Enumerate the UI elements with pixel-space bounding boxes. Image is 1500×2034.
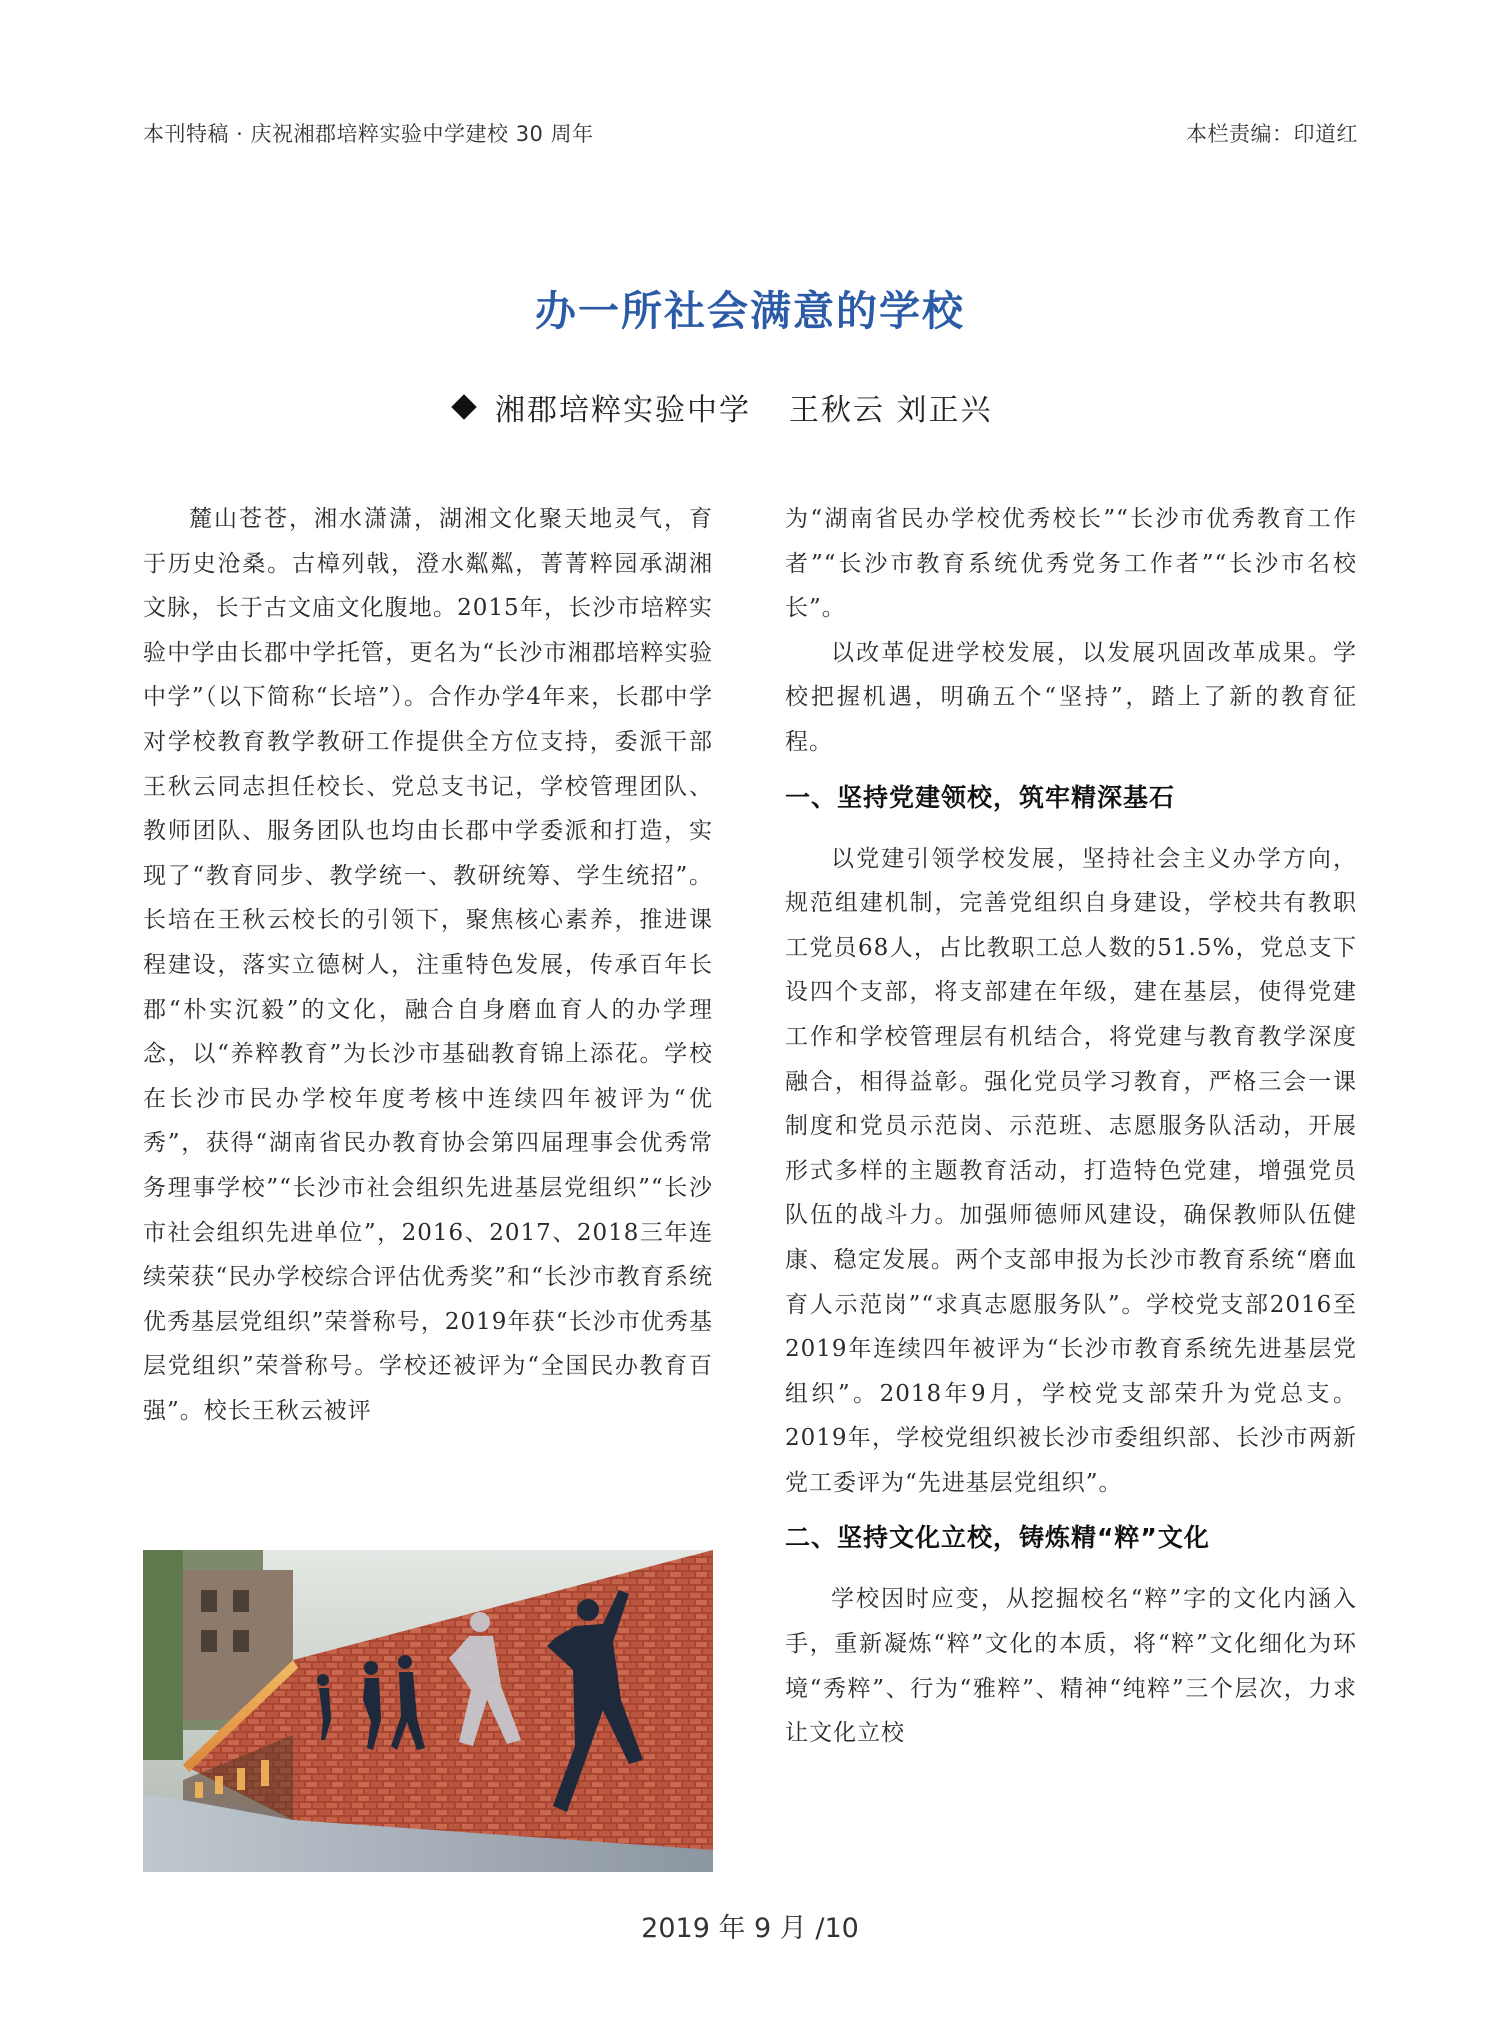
byline bbox=[455, 385, 993, 429]
running-header-left: 本刊特稿 · 庆祝湘郡培粹实验中学建校 30 周年 bbox=[143, 122, 594, 146]
left-column bbox=[143, 497, 713, 1433]
byline-school: 湘郡培粹实验中学 bbox=[495, 393, 751, 428]
brick-wall-image bbox=[143, 1550, 713, 1872]
page-footer: 2019 年 9 月 /10 bbox=[641, 1913, 859, 1944]
byline-authors: 王秋云 刘正兴 bbox=[789, 393, 993, 428]
article-title: 办一所社会满意的学校 bbox=[535, 287, 965, 335]
campus-wall-photo bbox=[143, 1550, 713, 1872]
paragraph: 以改革促进学校发展，以发展巩固改革成果。学校把握机遇，明确五个“坚持”，踏上了新的教育征程。 bbox=[785, 639, 1357, 755]
diamond-bullet-icon bbox=[451, 394, 476, 419]
paragraph: 以党建引领学校发展，坚持社会主义办学方向，规范组建机制，完善党组织自身建设，学校共有教职工党员68人，占比教职工总人数的51.5%，党总支下设四个支部，将支部建在年级，建在基层，使得党建工作和学校管理层有机结合，将党建与教育教学深度融合，相得益彰。强化党员学习教育，严格三会一课制度和党员示范岗、示范班、志愿服务队活动，开展形式多样的主题教育活动，打造特色党建，增强党员队伍的战斗力。加强师德师风建设，确保教师队伍健康、稳定发展。两个支部申报为长沙市教育系统“磨血育人示范岗”“求真志愿服务队”。学校党支部2016至2019年连续四年被评为“长沙市教育系统先进基层党组织”。2018年9月，学校党支部荣升为党总支。2019年，学校党组织被长沙市委组织部、长沙市两新党工委评为“先进基层党组织”。 bbox=[785, 845, 1357, 1496]
paragraph: 麓山苍苍，湘水潇潇，湖湘文化聚天地灵气，育于历史沧桑。古樟列戟，澄水粼粼，菁菁粹园承湖湘文脉，长于古文庙文化腹地。2015年，长沙市培粹实验中学由长郡中学托管，更名为“长沙市湘郡培粹实验中学”（以下简称“长培”）。合作办学4年来，长郡中学对学校教育教学教研工作提供全方位支持，委派干部王秋云同志担任校长、党总支书记，学校管理团队、教师团队、服务团队也均由长郡中学委派和打造，实现了“教育同步、教学统一、教研统筹、学生统招”。长培在王秋云校长的引领下，聚焦核心素养，推进课程建设，落实立德树人，注重特色发展，传承百年长郡“朴实沉毅”的文化，融合自身磨血育人的办学理念，以“养粹教育”为长沙市基础教育锦上添花。学校在长沙市民办学校年度考核中连续四年被评为“优秀”，获得“湖南省民办教育协会第四届理事会优秀常务理事学校”“长沙市社会组织先进基层党组织”“长沙市社会组织先进单位”，2016、2017、2018三年连续荣获“民办学校综合评估优秀奖”和“长沙市教育系统优秀基层党组织”荣誉称号，2019年获“长沙市优秀基层党组织”荣誉称号。学校还被评为“全国民办教育百强”。校长王秋云被评 bbox=[143, 506, 713, 1424]
section-heading: 一、坚持党建领校，筑牢精深基石 bbox=[785, 782, 1176, 812]
section-heading: 二、坚持文化立校，铸炼精“粹”文化 bbox=[785, 1523, 1210, 1553]
right-column bbox=[785, 497, 1357, 1756]
paragraph: 学校因时应变，从挖掘校名“粹”字的文化内涵入手，重新凝炼“粹”文化的本质，将“粹”文化细化为环境“秀粹”、行为“雅粹”、精神“纯粹”三个层次，力求让文化立校 bbox=[785, 1586, 1357, 1747]
paragraph: 为“湖南省民办学校优秀校长”“长沙市优秀教育工作者”“长沙市教育系统优秀党务工作者”“长沙市名校长”。 bbox=[785, 506, 1357, 622]
running-header-right: 本栏责编：印道红 bbox=[1186, 122, 1358, 146]
